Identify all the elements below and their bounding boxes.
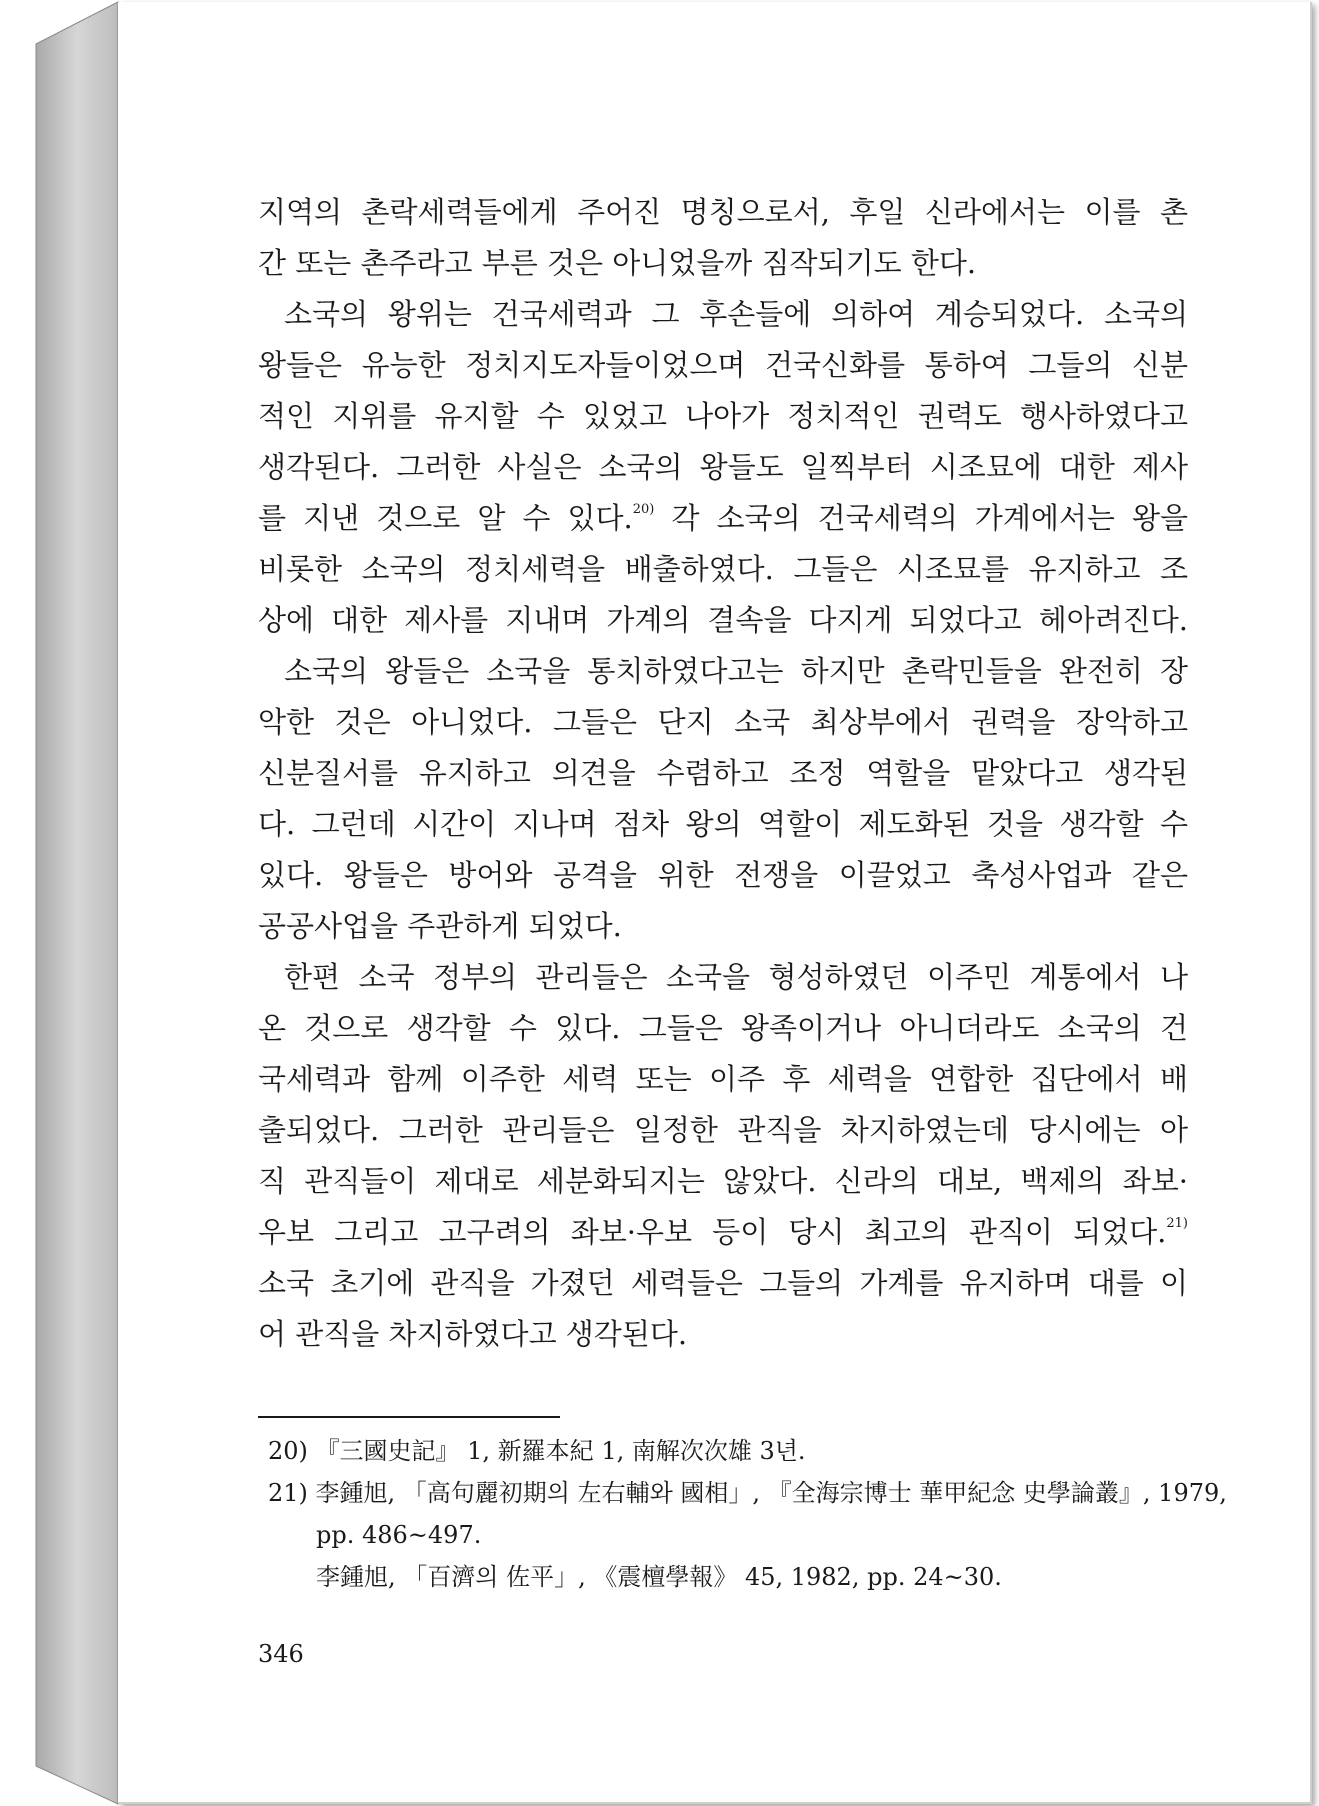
text-line: [258, 544, 1188, 595]
text-line-content: 있다. 왕들은 방어와 공격을 위한 전쟁을 이끌었고 축성사업과 같은: [258, 858, 1188, 892]
text-line-content: 소국의 왕들은 소국을 통치하였다고는 하지만 촌락민들을 완전히 장: [284, 654, 1188, 688]
text-line: [258, 1207, 1188, 1258]
text-line-content: 신분질서를 유지하고 의견을 수렴하고 조정 역할을 맡았다고 생각된: [258, 756, 1188, 790]
text-line: [258, 799, 1188, 850]
book-page: [118, 2, 1312, 1804]
text-line: [258, 289, 1188, 340]
text-line: [258, 748, 1188, 799]
footnote-line: 20) 『三國史記』 1, 新羅本紀 1, 南解次次雄 3년.: [268, 1437, 806, 1465]
text-line-content: 생각된다. 그러한 사실은 소국의 왕들도 일찍부터 시조묘에 대한 제사: [258, 450, 1188, 484]
text-line: [258, 442, 1188, 493]
footnote-line: 李鍾旭, 「百濟의 佐平」, 《震檀學報》 45, 1982, pp. 24~30.: [316, 1563, 1002, 1591]
text-line-continuation: 각 소국의 건국세력의 가계에서는 왕을: [654, 501, 1188, 535]
text-line: [258, 1003, 1188, 1054]
text-line: [258, 1105, 1188, 1156]
text-line-content: 다. 그런데 시간이 지나며 점차 왕의 역할이 제도화된 것을 생각할 수: [258, 807, 1188, 841]
text-line-content: 국세력과 함께 이주한 세력 또는 이주 후 세력을 연합한 집단에서 배: [258, 1062, 1188, 1096]
text-line-content: 상에 대한 제사를 지내며 가계의 결속을 다지게 되었다고 헤아려진다.: [258, 603, 1188, 637]
text-line-content: 지역의 촌락세력들에게 주어진 명칭으로서, 후일 신라에서는 이를 촌: [258, 195, 1188, 229]
text-line: [258, 493, 1188, 544]
footnote-line: 21) 李鍾旭, 「高句麗初期의 左右輔와 國相」, 『全海宗博士 華甲紀念 史學論叢』, 1979,: [268, 1479, 1227, 1507]
text-line: [258, 1156, 1188, 1207]
text-line-content: 출되었다. 그러한 관리들은 일정한 관직을 차지하였는데 당시에는 아: [258, 1113, 1188, 1147]
text-line: [258, 646, 1188, 697]
text-line: [258, 391, 1188, 442]
body-text: [258, 187, 1188, 1360]
text-line-content: 온 것으로 생각할 수 있다. 그들은 왕족이거나 아니더라도 소국의 건: [258, 1011, 1188, 1045]
footnote-reference: 21): [1166, 1216, 1188, 1231]
page-number: 346: [258, 1640, 304, 1668]
footnotes: [268, 1430, 1227, 1598]
text-line: [258, 952, 1188, 1003]
footnote-line: pp. 486~497.: [316, 1521, 482, 1549]
text-line-content: 왕들은 유능한 정치지도자들이었으며 건국신화를 통하여 그들의 신분: [258, 348, 1188, 382]
text-line: [258, 340, 1188, 391]
text-line: [258, 850, 1188, 901]
text-line: [258, 187, 1188, 238]
text-line-content: 한편 소국 정부의 관리들은 소국을 형성하였던 이주민 계통에서 나: [284, 960, 1188, 994]
book-spine-edge: [0, 0, 120, 1806]
text-line-content: 소국 초기에 관직을 가졌던 세력들은 그들의 가계를 유지하며 대를 이: [258, 1266, 1188, 1300]
text-line-content: 비롯한 소국의 정치세력을 배출하였다. 그들은 시조묘를 유지하고 조: [258, 552, 1188, 586]
text-line-content: 어 관직을 차지하였다고 생각된다.: [258, 1317, 688, 1351]
text-line-content: 우보 그리고 고구려의 좌보·우보 등이 당시 최고의 관직이 되었다.: [258, 1215, 1167, 1249]
text-line: [258, 238, 1188, 289]
text-line-content: 공공사업을 주관하게 되었다.: [258, 909, 622, 943]
text-line-content: 직 관직들이 제대로 세분화되지는 않았다. 신라의 대보, 백제의 좌보·: [258, 1164, 1188, 1198]
text-line-content: 간 또는 촌주라고 부른 것은 아니었을까 짐작되기도 한다.: [258, 246, 977, 280]
text-line-content: 를 지낸 것으로 알 수 있다.: [258, 501, 633, 535]
text-line-content: 적인 지위를 유지할 수 있었고 나아가 정치적인 권력도 행사하였다고: [258, 399, 1188, 433]
text-line-content: 소국의 왕위는 건국세력과 그 후손들에 의하여 계승되었다. 소국의: [284, 297, 1188, 331]
text-line: [258, 1309, 1188, 1360]
text-line: [258, 595, 1188, 646]
text-line: [258, 901, 1188, 952]
text-line-content: 악한 것은 아니었다. 그들은 단지 소국 최상부에서 권력을 장악하고: [258, 705, 1188, 739]
text-line: [258, 1054, 1188, 1105]
footnote-separator: [258, 1416, 560, 1418]
text-line: [258, 697, 1188, 748]
footnote-reference: 20): [632, 502, 655, 517]
text-line: [258, 1258, 1188, 1309]
